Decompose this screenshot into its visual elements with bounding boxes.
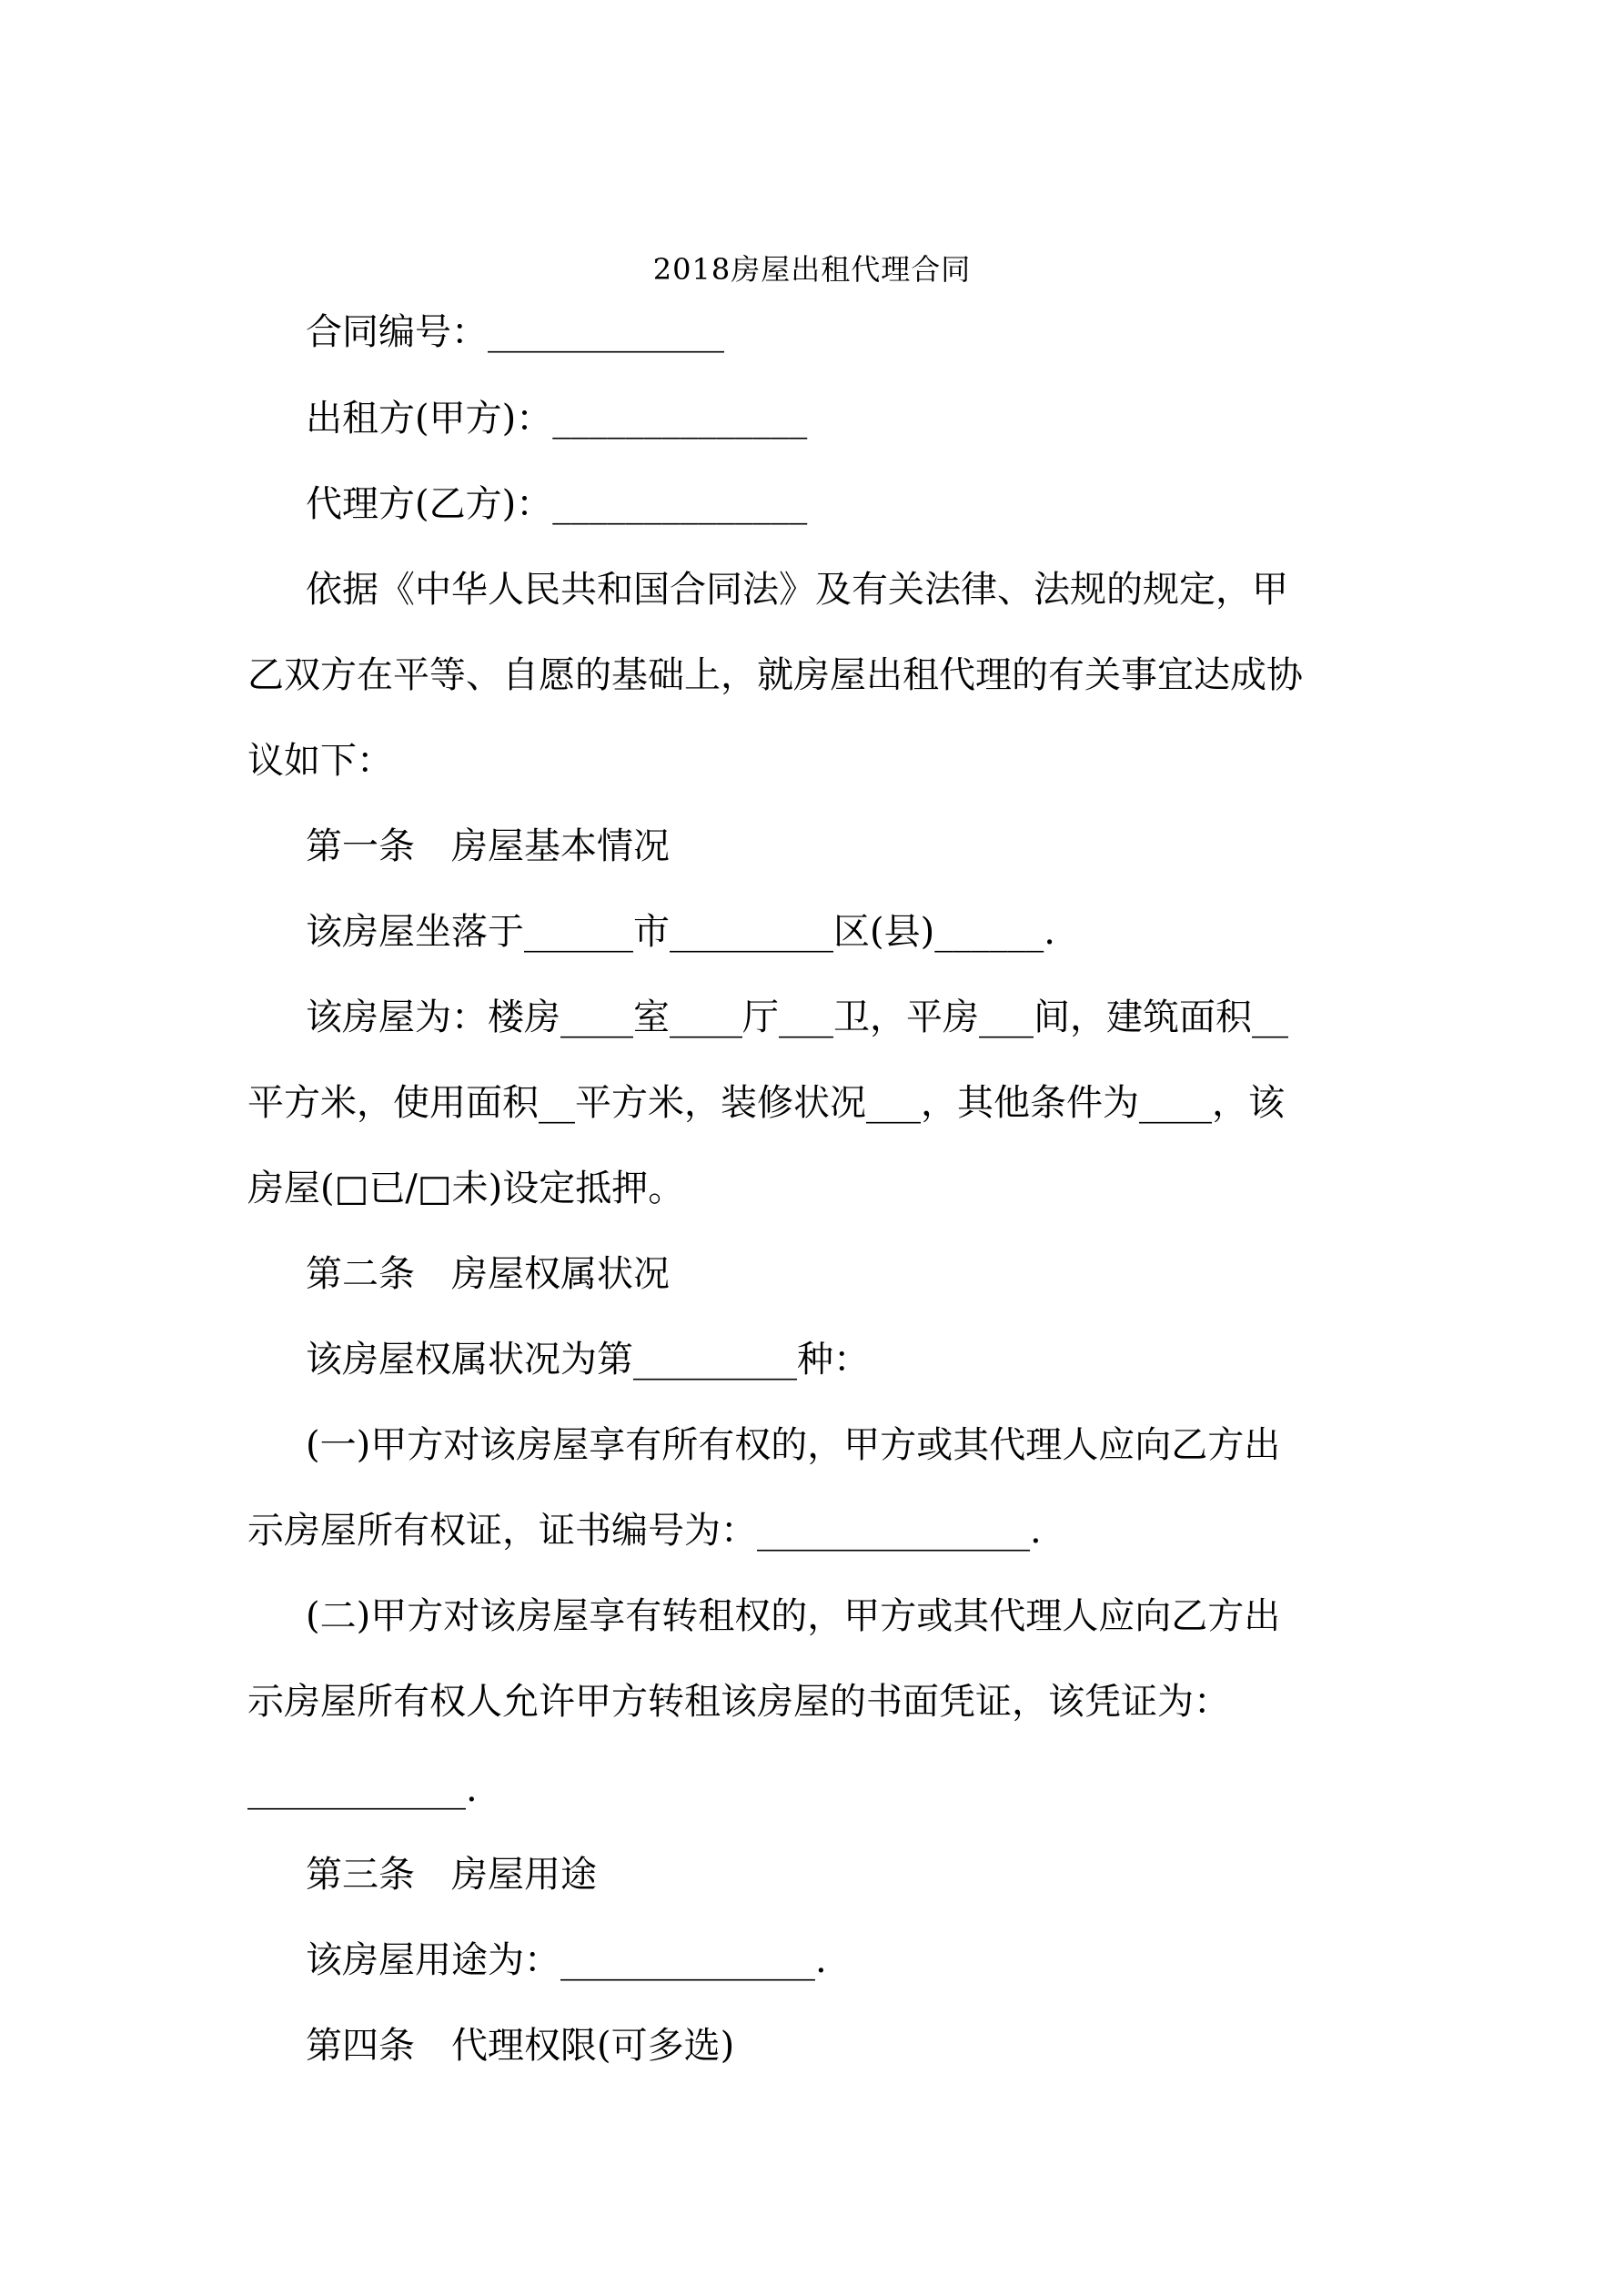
- preamble-line: 依据《中华人民共和国合同法》及有关法律、法规的规定，甲: [306, 569, 1288, 611]
- body-line: (二)甲方对该房屋享有转租权的，甲方或其代理人应向乙方出: [306, 1595, 1281, 1637]
- body-line: 平方米，使用面积__平方米，装修状况___，其他条件为____，该: [247, 1082, 1285, 1124]
- contract-number-line: 合同编号：_____________: [306, 311, 724, 353]
- article-heading: 第二条 房屋权属状况: [306, 1253, 670, 1295]
- body-line: ____________.: [247, 1768, 478, 1810]
- body-line: 房屋(□已/□未)设定抵押。: [247, 1168, 685, 1209]
- body-line: 该房屋权属状况为第_________种：: [306, 1339, 870, 1381]
- body-line: 该房屋为：楼房____室____厅___卫，平房___间，建筑面积__: [306, 996, 1288, 1038]
- lessor-line: 出租方(甲方)：______________: [306, 398, 808, 440]
- article-heading: 第四条 代理权限(可多选): [306, 2025, 735, 2067]
- document-title: 2018房屋出租代理合同: [652, 252, 972, 287]
- body-line: (一)甲方对该房屋享有所有权的，甲方或其代理人应向乙方出: [306, 1424, 1281, 1466]
- body-line: 该房屋坐落于______市_________区(县)______.: [306, 911, 1055, 953]
- article-heading: 第三条 房屋用途: [306, 1854, 597, 1896]
- preamble-line: 乙双方在平等、自愿的基础上，就房屋出租代理的有关事宜达成协: [247, 654, 1303, 696]
- body-line: 示房屋所有权证，证书编号为：_______________.: [247, 1510, 1042, 1552]
- preamble-line: 议如下：: [247, 740, 393, 782]
- body-line: 示房屋所有权人允许甲方转租该房屋的书面凭证，该凭证为：: [247, 1681, 1230, 1723]
- agent-line: 代理方(乙方)：______________: [306, 483, 808, 525]
- article-heading: 第一条 房屋基本情况: [306, 825, 670, 867]
- body-line: 该房屋用途为：______________.: [306, 1939, 827, 1981]
